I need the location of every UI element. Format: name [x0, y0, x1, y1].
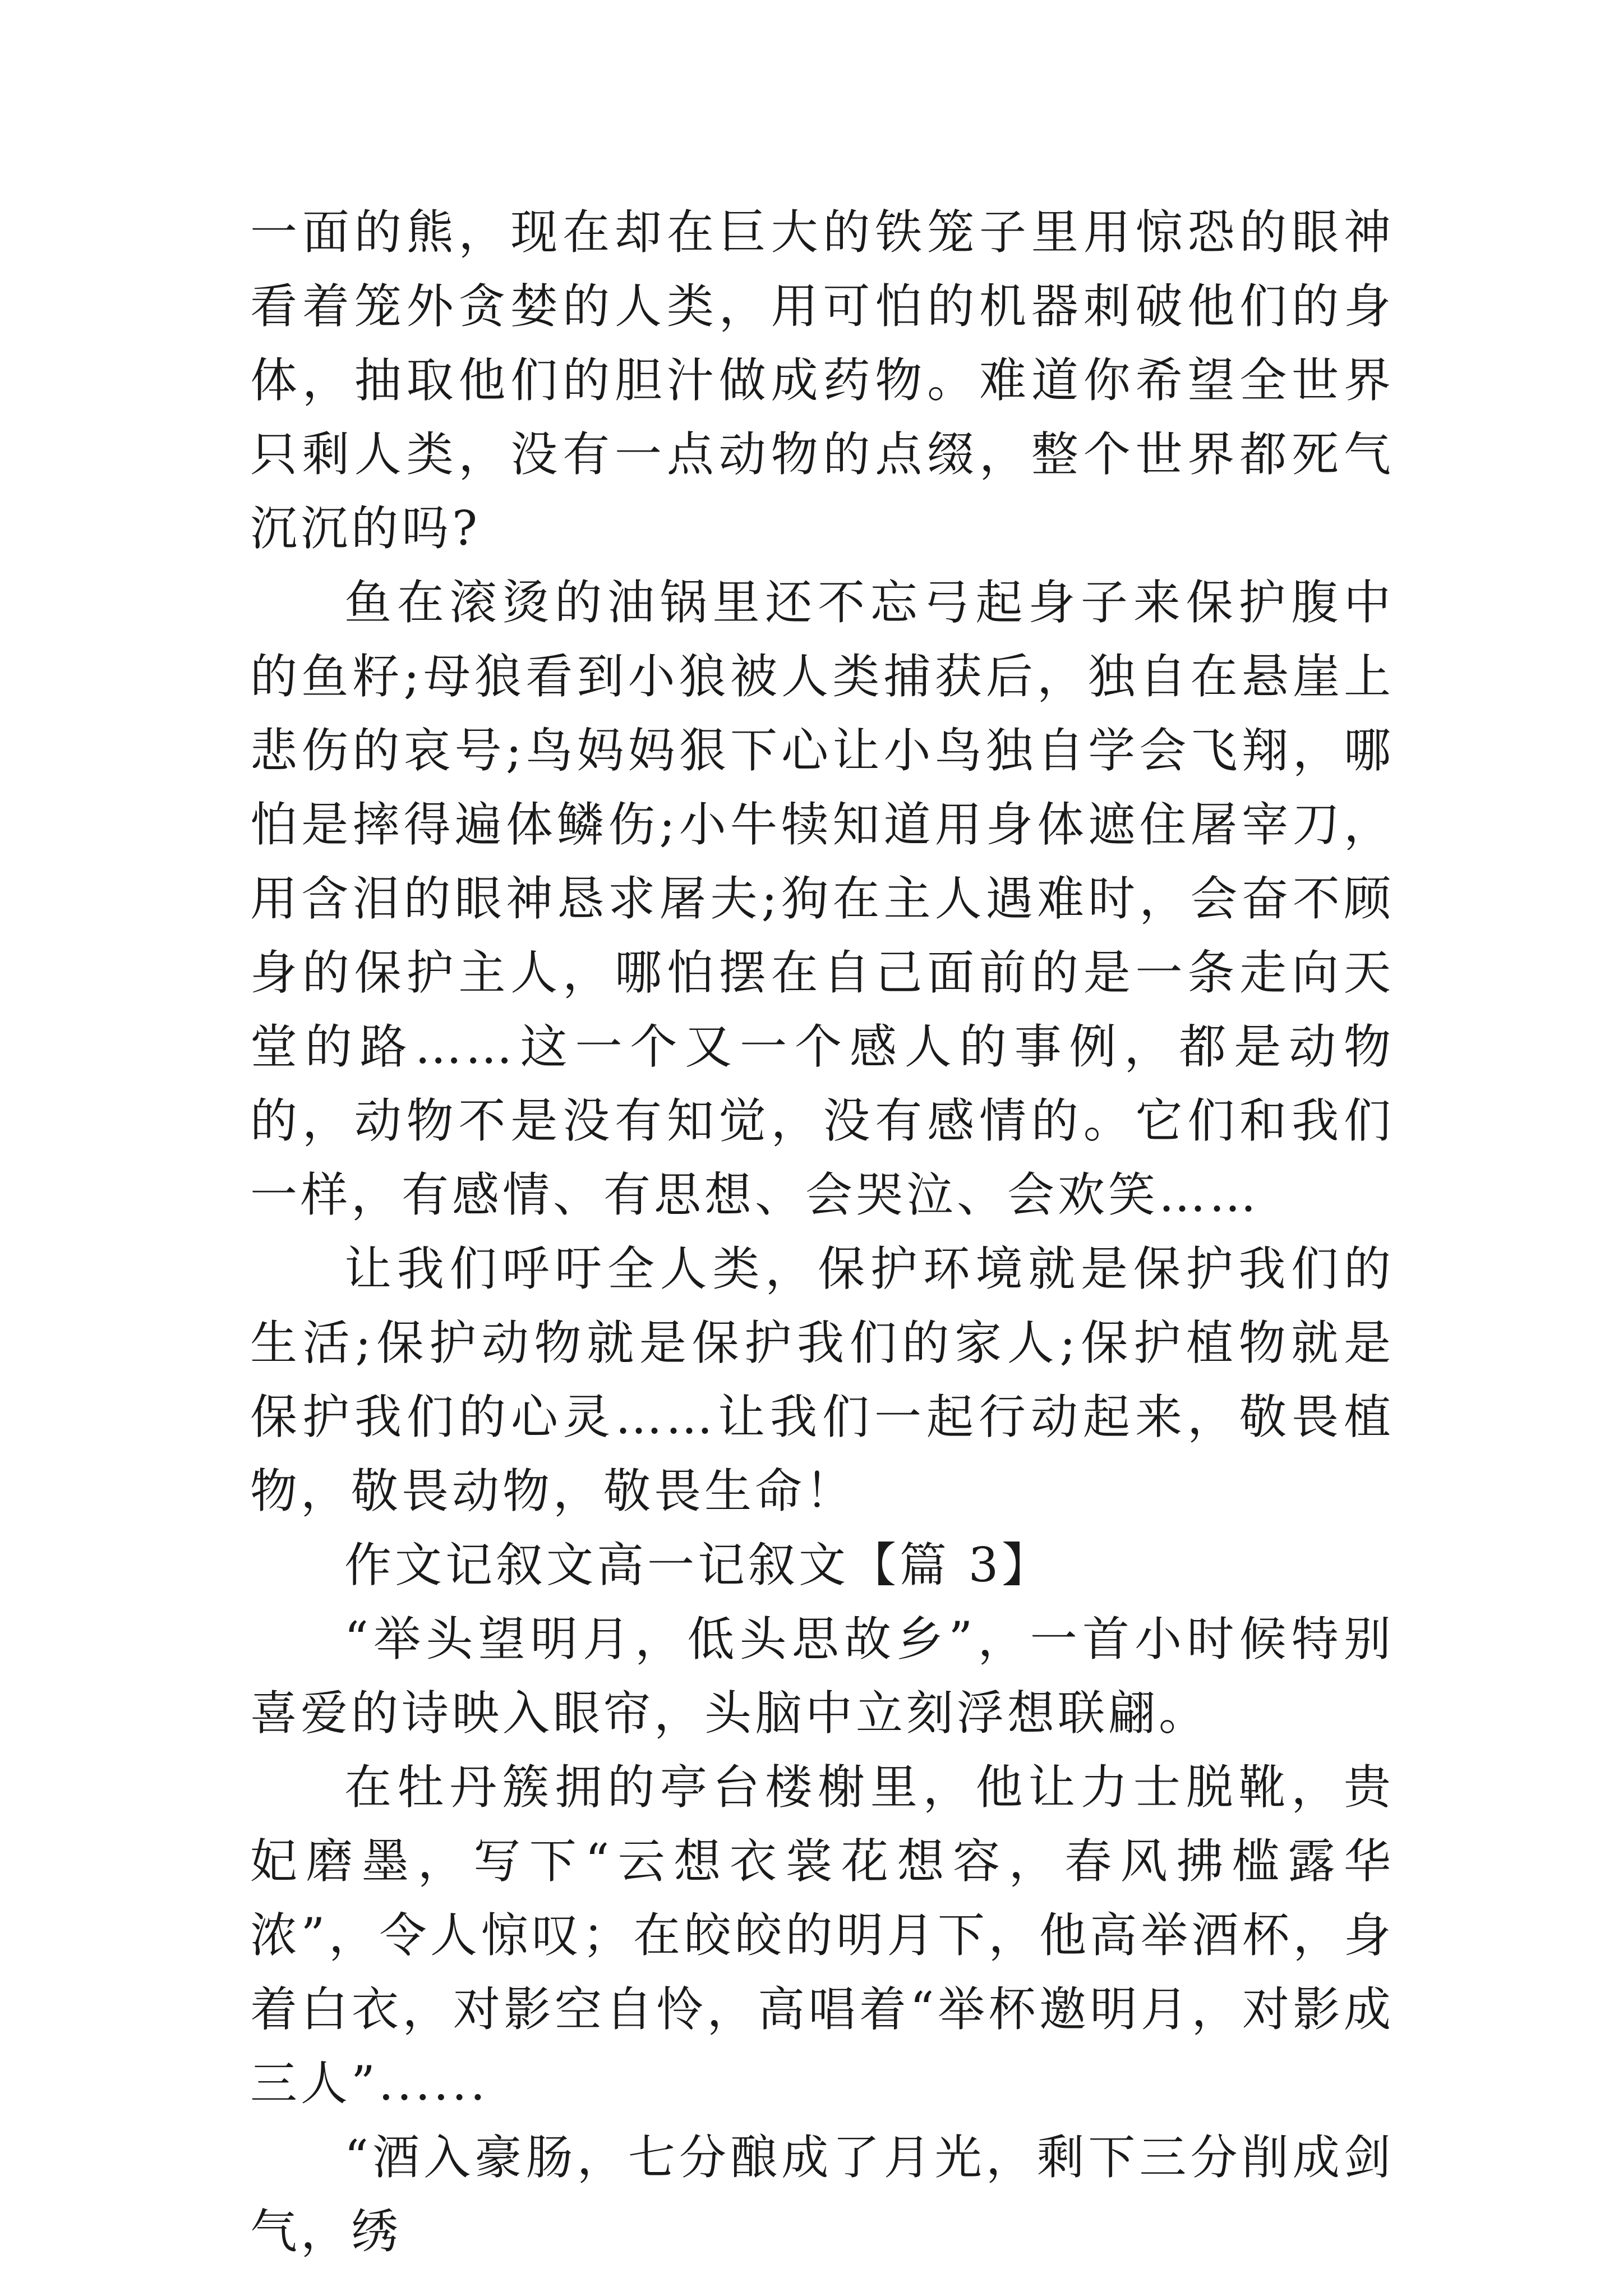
document-body	[250, 195, 1394, 2269]
paragraph-3: 让我们呼吁全人类，保护环境就是保护我们的生活;保护动物就是保护我们的家人;保护植物就是保护我们的心灵……让我们一起行动起来，敬畏植物，敬畏动物，敬畏生命！	[250, 1241, 1394, 1519]
paragraph-1: 一面的熊，现在却在巨大的铁笼子里用惊恐的眼神看着笼外贪婪的人类，用可怕的机器刺破他们的身体，抽取他们的胆汁做成药物。难道你希望全世界只剩人类，没有一点动物的点缀，整个世界都死气沉沉的吗?	[250, 205, 1394, 556]
paragraph-6: “酒入豪肠，七分酿成了月光，剩下三分削成剑气，绣	[250, 2130, 1394, 2259]
paragraph-5: 在牡丹簇拥的亭台楼榭里，他让力士脱靴，贵妃磨墨，写下“云想衣裳花想容，春风拂槛露华浓”，令人惊叹；在皎皎的明月下，他高举酒杯，身着白衣，对影空自怜，高唱着“举杯邀明月，对影成三人”......	[250, 1760, 1394, 2111]
paragraph-4: “举头望明月，低头思故乡”，一首小时候特别喜爱的诗映入眼帘，头脑中立刻浮想联翩。	[250, 1612, 1394, 1741]
paragraph-2: 鱼在滚烫的油锅里还不忘弓起身子来保护腹中的鱼籽;母狼看到小狼被人类捕获后，独自在悬崖上悲伤的哀号;鸟妈妈狠下心让小鸟独自学会飞翔，哪怕是摔得遍体鳞伤;小牛犊知道用身体遮住屠宰刀，用含泪的眼神恳求屠夫;狗在主人遇难时，会奋不顾身的保护主人，哪怕摆在自己面前的是一条走向天堂的路……这一个又一个感人的事例，都是动物的，动物不是没有知觉，没有感情的。它们和我们一样，有感情、有思想、会哭泣、会欢笑……	[250, 575, 1394, 1222]
section-heading: 作文记叙文高一记叙文【篇 3】	[344, 1538, 1053, 1593]
